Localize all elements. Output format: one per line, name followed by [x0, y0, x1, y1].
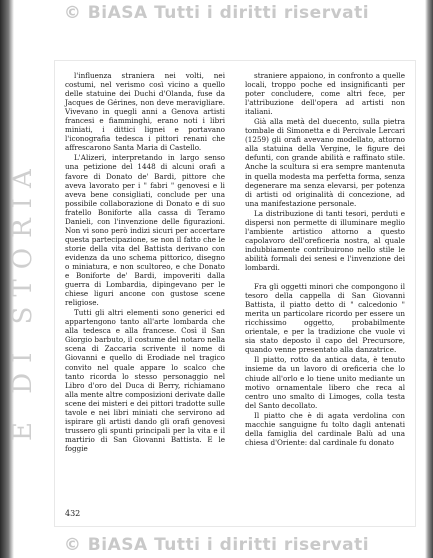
page-number: 432 [65, 509, 81, 518]
paragraph: L'Alizeri, interpretando in largo senso una petizione del 1448 di alcuni orafi a favore di Donato de' Bardi, pittore che aveva lavorato per i " fabri " genovesi e li aveva bene consigliati, conclude per una possibile collaborazione di Donato e di suo fratello Boniforte alla cassa di Teramo Danieli, con l'invenzione delle figurazioni. Non vi sono però indizi sicuri per accertare questa partecipazione, se non il fatto che le storie della vita del Battista derivano con evidenza da uno schema pittorico, disegno o miniatura, e non scultoreo, e che Donato e Boniforte de' Bardi, impoveriti dalla guerra di Lombardia, dipingevano per le chiese liguri ancone con gustose scene religiose. [65, 153, 225, 308]
library-stamp: E DI STORIA [8, 159, 38, 441]
watermark-bottom: © BiASA Tutti i diritti riservati [63, 535, 370, 555]
book-page [54, 60, 416, 527]
paragraph: Il piatto, rotto da antica data, è tenuto insieme da un lavoro di oreficeria che lo chiude all'orlo e lo tiene unito mediante un motivo ornamentale libero che reca al centro uno smalto di Limoges, colla testa del Santo decollato. [245, 355, 405, 410]
paragraph: Fra gli oggetti minori che compongono il tesoro della cappella di San Giovanni Battista, il piatto detto di " calcedonio " merita un particolare ricordo per essere un ricchissimo oggetto, probabilmente orientale, e per la tradizione che vuole vi sia stato deposto il capo del Precursore, quando venne presentato alla danzatrice. [245, 282, 405, 355]
paragraph: straniere appaiono, in confronto a quelle locali, troppo poche ed insignificanti per poter concludere, come altri fece, per l'attribuzione dell'opera ad artisti non italiani. [245, 71, 405, 117]
scan-edge-right [425, 0, 433, 558]
watermark-top: © BiASA Tutti i diritti riservati [63, 3, 370, 23]
paragraph: Già alla metà del duecento, sulla pietra tombale di Simonetta e di Percivale Lercari (1259) gli orafi avevano modellato, attorno alla statuina della Vergine, le figure dei defunti, con grande abilità e raffinato stile. Anche la scultura si era sempre mantenuta in quella modesta ma perfetta forma, senza degenerare ma senza elevarsi, per potenza di artisti od originalità di concezione, ad una manifestazione personale. [245, 117, 405, 208]
paragraph: l'influenza straniera nei volti, nei costumi, nel verismo così vicino a quello delle statuine dei Duchi d'Olanda, fuse da Jacques de Gérines, non deve meravigliare. Vivevano in quegli anni a Genova artisti francesi e fiamminghi, erano noti i libri miniati, i dittici lignei e portavano l'iconografia tedesca i pittori renani che affrescarono Santa Maria di Castello. [65, 71, 225, 153]
paragraph: Il piatto che è di agata verdolina con macchie sanguigne fu tolto dagli antenati della famiglia del cardinale Balù ad una chiesa d'Oriente: dal cardinale fu donato [245, 410, 405, 447]
paragraph: Tutti gli altri elementi sono generici ed appartengono tanto all'arte lombarda che alla tedesca e alla francese. Così il San Giorgio barbuto, il costume del notaro nella scena di Zaccaria scrivente il nome di Giovanni e quello di Erodiade nel tragico convito nel quale appare lo scalco che tanto ricorda lo stesso personaggio nel Libro d'oro del Duca di Berry, richiamano alla mente altre composizioni derivate dalle scene dei misteri e dei pittori tradotte sulle tavole e nei libri miniati che servirono ad ispirare gli artisti dando gli orafi genovesi trussero gli spunti principali per la vita e il martirio di San Giovanni Battista. E le foggie [65, 308, 225, 453]
right-column [245, 71, 405, 447]
paragraph: La distribuzione di tanti tesori, perduti e dispersi non permette di illuminare meglio l'ambiente artistico attorno a questo capolavoro dell'oreficeria nostra, al quale indubbiamente contribuirono nello stile le abilità formali dei senesi e l'invenzione dei lombardi. [245, 208, 405, 272]
left-column [65, 71, 225, 453]
